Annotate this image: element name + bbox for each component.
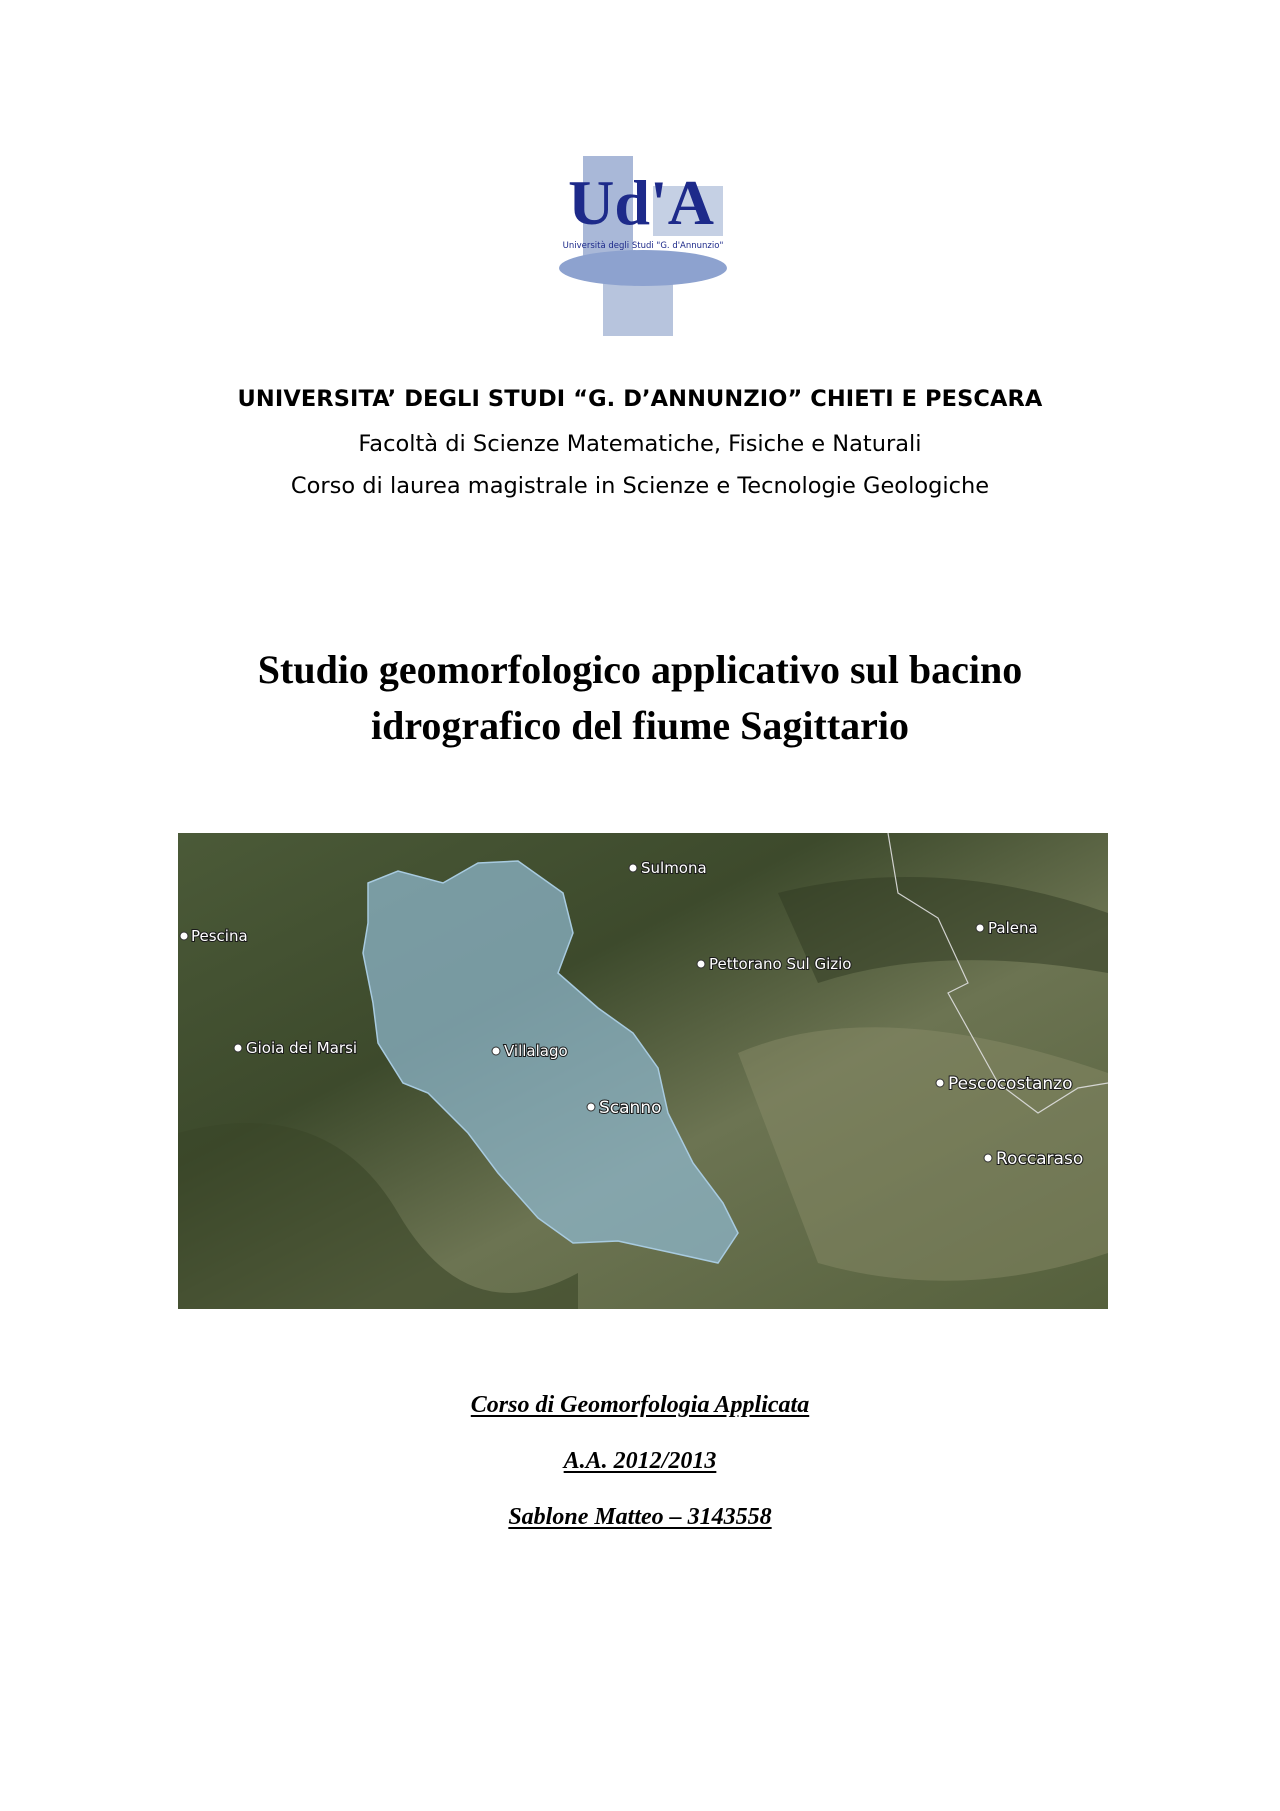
place-label: Pescina — [191, 927, 248, 945]
place-label: Sulmona — [641, 859, 707, 877]
basin-map-image — [178, 833, 1108, 1309]
author-line: Sablone Matteo – 3143558 — [508, 1504, 772, 1530]
place-label: Villalago — [504, 1042, 568, 1060]
place-pescina — [180, 927, 248, 945]
logo-subtext: Università degli Studi "G. d'Annunzio" — [562, 241, 724, 251]
logo-text: Ud'A — [568, 167, 714, 238]
document-title — [140, 642, 1140, 754]
place-label: Gioia dei Marsi — [246, 1039, 358, 1057]
place-villalago — [492, 1042, 568, 1060]
university-logo — [553, 146, 733, 336]
degree-course: Corso di laurea magistrale in Scienze e Tecnologie Geologiche — [290, 473, 990, 499]
title-line-2: idrografico del fiume Sagittario — [370, 703, 910, 748]
place-label: Pescocostanzo — [948, 1074, 1073, 1094]
university-name: UNIVERSITA’ DEGLI STUDI “G. D’ANNUNZIO” CHIETI E PESCARA — [237, 386, 1043, 412]
place-label: Palena — [988, 919, 1038, 937]
faculty-name: Facoltà di Scienze Matematiche, Fisiche e Naturali — [358, 431, 922, 457]
place-label: Roccaraso — [996, 1149, 1084, 1169]
place-label: Pettorano Sul Gizio — [709, 955, 852, 973]
title-line-1: Studio geomorfologico applicativo sul bacino — [257, 647, 1023, 692]
course-name: Corso di Geomorfologia Applicata — [470, 1392, 810, 1418]
logo-disc — [559, 250, 727, 286]
place-pescocostanzo — [936, 1074, 1073, 1094]
academic-year: A.A. 2012/2013 — [563, 1448, 717, 1474]
place-label: Scanno — [599, 1098, 662, 1118]
place-roccaraso — [984, 1149, 1083, 1169]
place-scanno — [587, 1098, 662, 1118]
place-gioia — [234, 1039, 357, 1057]
place-sulmona — [629, 859, 707, 877]
place-pettorano — [697, 955, 851, 973]
